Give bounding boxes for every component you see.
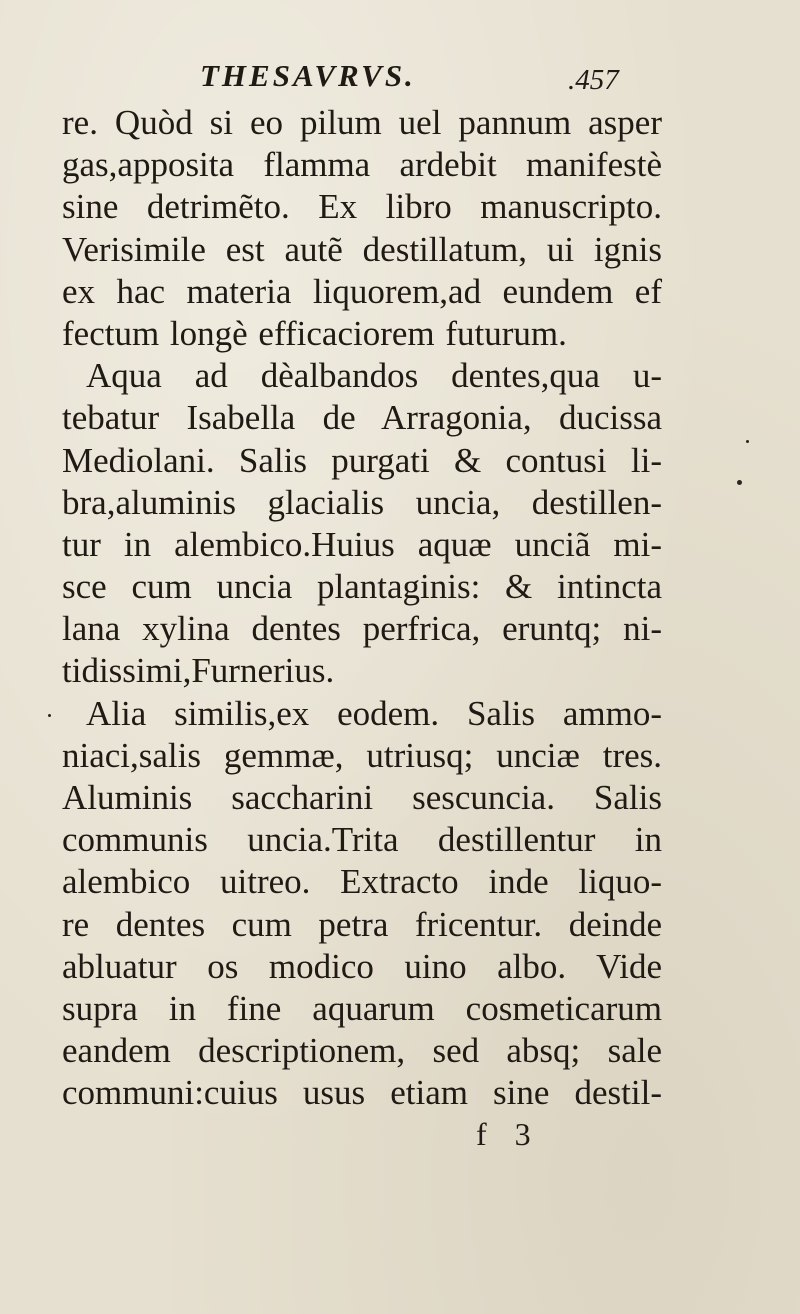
signature-line [0,1116,800,1160]
text-line: fectum longè efficaciorem futurum. [62,313,567,353]
signature-mark: f 3 [476,1116,541,1152]
text-line: eandem descriptionem, sed absq; sale [62,1031,662,1071]
text-line: tebatur Isabella de Arragonia, ducissa [62,398,662,438]
text-line: tidissimi,Furnerius. [62,651,335,691]
text-line: ex hac materia liquorem,ad eundem ef [62,271,662,311]
text-line: bra,aluminis glacialis uncia, destillen- [62,482,662,522]
page-number: .457 [568,64,619,96]
ink-speck [746,440,749,443]
paragraph-start-line: Alia similis,ex eodem. Salis ammo- [86,693,662,733]
text-line: re. Quòd si eo pilum uel pannum asper [62,103,662,142]
ink-speck [737,480,742,485]
text-line: supra in fine aquarum cosmeticarum [62,988,662,1028]
text-line: Aluminis saccharini sescuncia. Salis [62,778,662,817]
text-line: alembico uitreo. Extracto inde liquo- [62,862,662,902]
text-line: tur in alembico.Huius aquæ unciã mi- [62,524,662,564]
text-line: re dentes cum petra fricentur. deinde [62,904,662,944]
text-line: gas,apposita flamma ardebit manifestè [62,145,662,185]
text-line: niaci,salis gemmæ, utriusq; unciæ tres. [62,735,662,775]
running-title: THESAVRVS. [200,58,416,93]
text-line: lana xylina dentes perfrica, eruntq; ni- [62,609,662,649]
text-line: Mediolani. Salis purgati & contusi li- [62,440,662,480]
page-header [0,58,800,98]
text-line: communis uncia.Trita destillentur in [62,820,662,860]
text-line: Verisimile est autẽ destillatum, ui ignis [62,229,662,269]
ink-speck [48,714,51,717]
text-line: communi:cuius usus etiam sine destil- [62,1073,662,1113]
text-line: sce cum uncia plantaginis: & intincta [62,567,662,607]
body-text [62,102,662,1115]
text-line: abluatur os modico uino albo. Vide [62,946,662,986]
text-line: sine detrimẽto. Ex libro manuscripto. [62,187,662,227]
paragraph-start-line: Aqua ad dèalbandos dentes,qua u- [86,356,662,396]
